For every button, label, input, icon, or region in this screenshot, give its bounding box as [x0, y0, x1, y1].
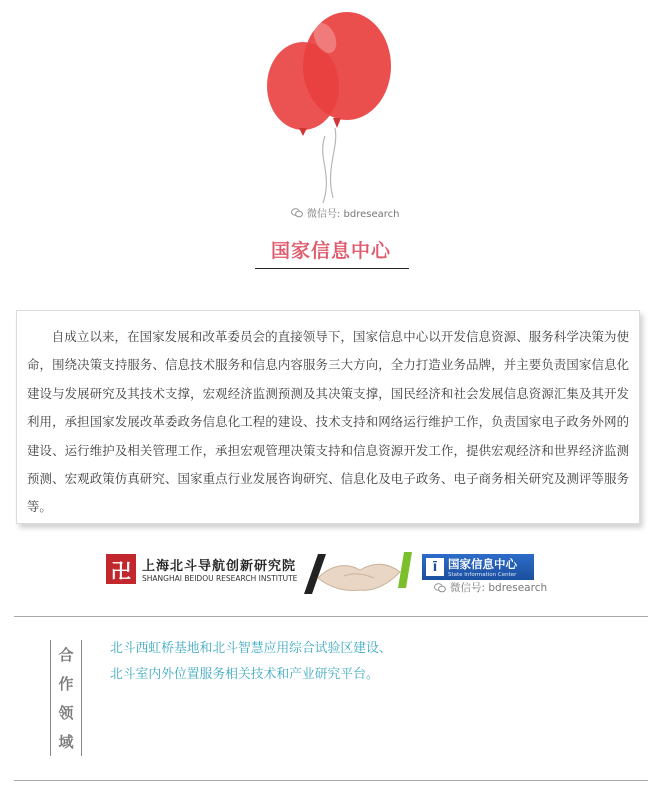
cooperation-line: 北斗西虹桥基地和北斗智慧应用综合试验区建设、 [110, 641, 392, 656]
balloons-illustration [255, 8, 405, 208]
cooperation-label [50, 640, 82, 756]
cooperation-areas [110, 636, 630, 688]
beidou-logo-cn: 上海北斗导航创新研究院 [142, 559, 297, 574]
cooperation-line: 北斗室内外位置服务相关技术和产业研究平台。 [110, 667, 379, 682]
cooperation-label-char: 领 [58, 704, 74, 722]
handshake-icon [304, 548, 414, 600]
beidou-institute-logo [106, 554, 297, 584]
sic-logo-cn: 国家信息中心 [448, 557, 517, 571]
watermark-text-bottom: 微信号: bdresearch [450, 582, 548, 594]
wechat-icon [291, 208, 303, 218]
watermark-text: 微信号: bdresearch [307, 209, 400, 220]
wechat-icon [434, 583, 446, 593]
state-info-center-logo [422, 554, 534, 580]
intro-card [16, 310, 640, 524]
wechat-watermark [291, 205, 400, 220]
sic-logo-en: State Information Center [448, 572, 517, 578]
cooperation-label-char: 域 [58, 733, 74, 751]
sic-logo-icon: ī [426, 558, 444, 576]
divider-bottom [14, 780, 648, 781]
cooperation-label-char: 作 [58, 675, 74, 693]
cooperation-label-char: 合 [58, 646, 74, 664]
intro-paragraph: 自成立以来，在国家发展和改革委员会的直接领导下，国家信息中心以开发信息资源、服务科学决策为使命，围绕决策支持服务、信息技术服务和信息内容服务三大方向，全力打造业务品牌，并主要负责国家信息化建设与发展研究及其技术支撑，宏观经济监测预测及其决策支撑，国民经济和社会发展信息资源汇集及其开发利用，承担国家发展改革委政务信息化工程的建设、技术支持和网络运行维护工作，负责国家电子政务外网的建设、运行维护及相关管理工作，承担宏观管理决策支持和信息资源开发工作，提供宏观经济和世界经济监测预测、宏观政策仿真研究、国家重点行业发展咨询研究、信息化及电子政务、电子商务相关研究及测评等服务等。 [27, 329, 629, 515]
page-title: 国家信息中心 [270, 240, 391, 262]
title-underline [255, 268, 409, 269]
wechat-watermark-bottom [434, 580, 547, 595]
divider-top [14, 616, 648, 617]
beidou-logo-icon: 卍 [106, 554, 136, 584]
beidou-logo-en: SHANGHAI BEIDOU RESEARCH INSTITUTE [142, 574, 298, 583]
